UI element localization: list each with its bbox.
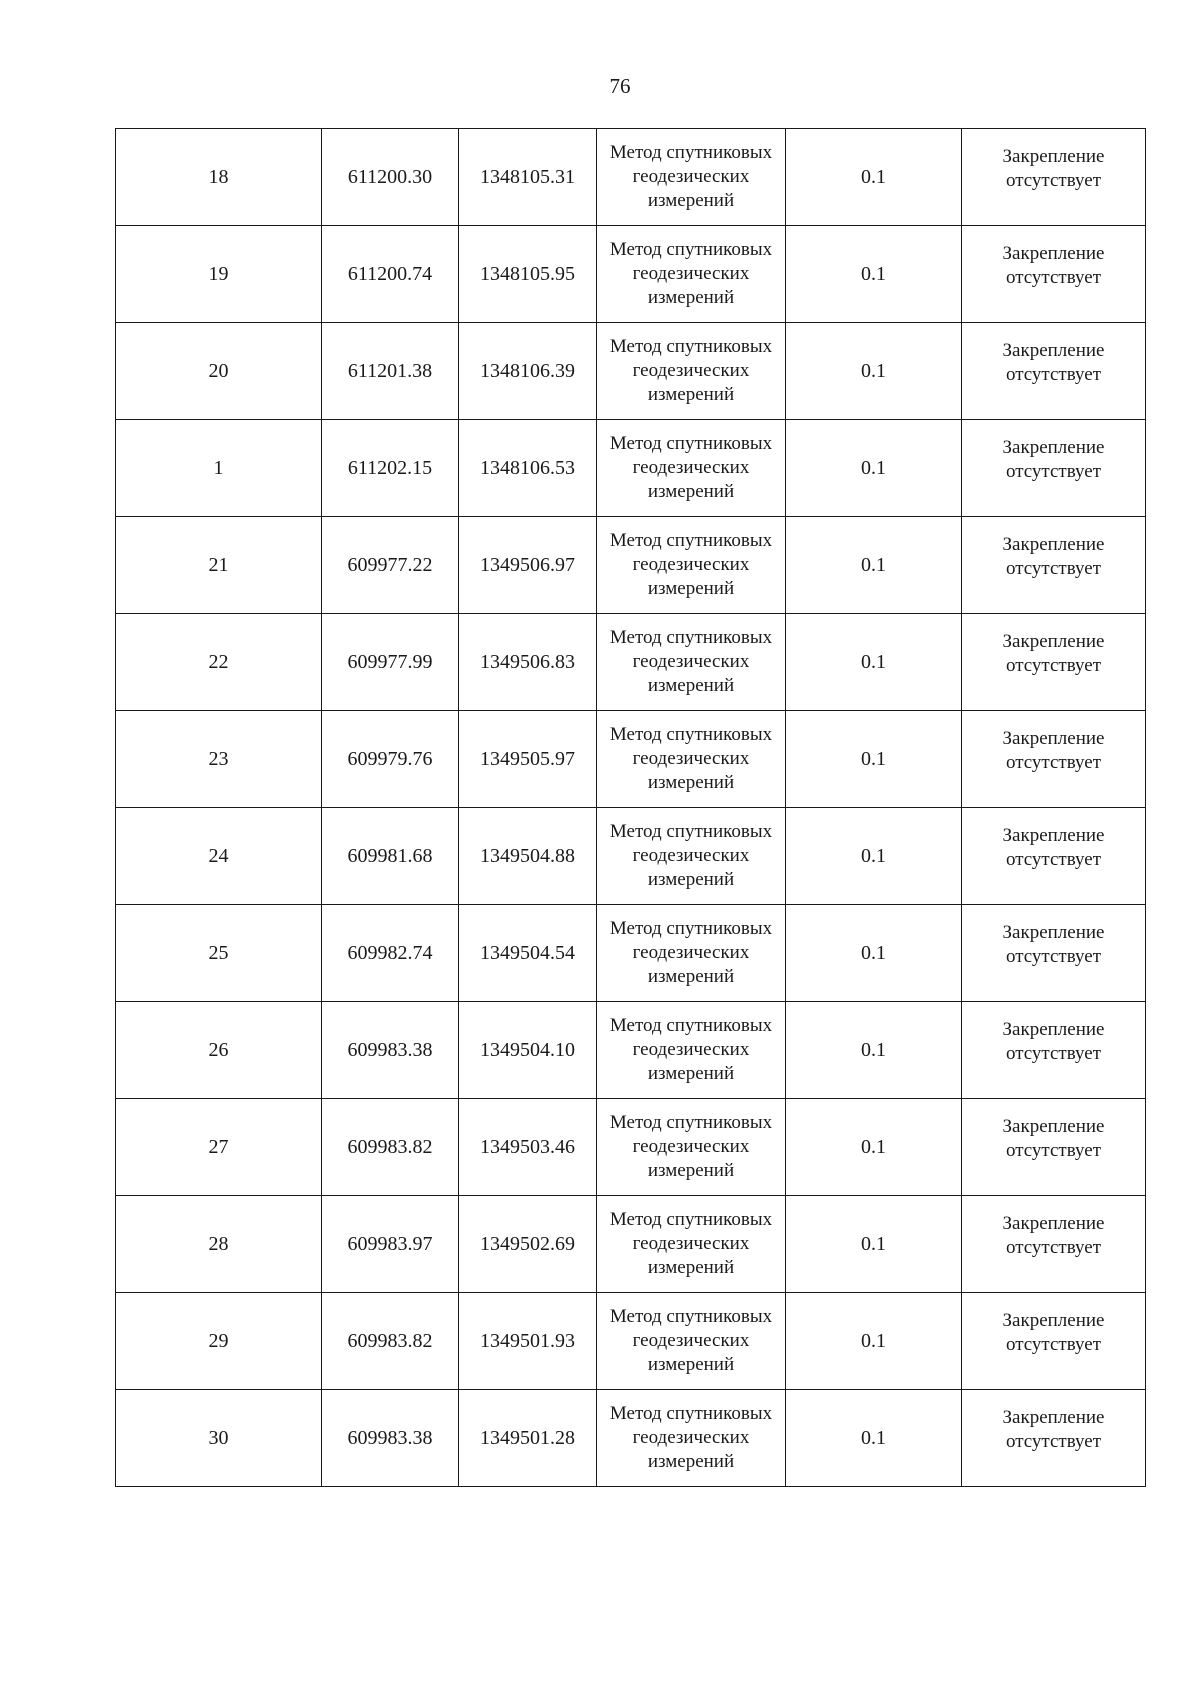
fixing-text: Закрепление отсутствует	[1002, 825, 1105, 870]
y-coordinate-cell	[459, 808, 597, 905]
accuracy-text: 0.1	[861, 1233, 886, 1255]
method-cell	[597, 1390, 786, 1487]
x-coordinate-text: 609977.22	[347, 554, 433, 576]
accuracy-cell	[786, 1099, 962, 1196]
method-cell	[597, 1099, 786, 1196]
method-cell	[597, 905, 786, 1002]
y-coordinate-cell	[459, 129, 597, 226]
y-coordinate-cell	[459, 323, 597, 420]
y-coordinate-text: 1348105.95	[480, 263, 575, 285]
point-number-cell	[116, 129, 322, 226]
point-number-text: 18	[208, 166, 229, 188]
accuracy-cell	[786, 808, 962, 905]
accuracy-text: 0.1	[861, 845, 886, 867]
y-coordinate-text: 1348106.53	[480, 457, 575, 479]
x-coordinate-cell	[322, 1002, 459, 1099]
accuracy-text: 0.1	[861, 651, 886, 673]
y-coordinate-text: 1348105.31	[480, 166, 575, 188]
x-coordinate-text: 611201.38	[347, 360, 433, 382]
method-text: Метод спутниковых геодезических измерений	[609, 1209, 773, 1278]
accuracy-cell	[786, 1293, 962, 1390]
y-coordinate-text: 1349505.97	[480, 748, 575, 770]
y-coordinate-text: 1349501.28	[480, 1427, 575, 1449]
x-coordinate-cell	[322, 1099, 459, 1196]
point-number-cell	[116, 420, 322, 517]
y-coordinate-text: 1349501.93	[480, 1330, 575, 1352]
fixing-text: Закрепление отсутствует	[1002, 1310, 1105, 1355]
x-coordinate-cell	[322, 420, 459, 517]
point-number-cell	[116, 1002, 322, 1099]
method-cell	[597, 323, 786, 420]
method-cell	[597, 129, 786, 226]
accuracy-text: 0.1	[861, 457, 886, 479]
method-text: Метод спутниковых геодезических измерений	[609, 336, 773, 405]
fixing-text: Закрепление отсутствует	[1002, 243, 1105, 288]
point-number-text: 23	[208, 748, 229, 770]
method-text: Метод спутниковых геодезических измерений	[609, 1112, 773, 1181]
method-text: Метод спутниковых геодезических измерений	[609, 433, 773, 502]
x-coordinate-text: 609983.82	[347, 1330, 433, 1352]
y-coordinate-text: 1348106.39	[480, 360, 575, 382]
table-row	[116, 1390, 1146, 1487]
table-row	[116, 1293, 1146, 1390]
method-text: Метод спутниковых геодезических измерений	[609, 627, 773, 696]
accuracy-text: 0.1	[861, 748, 886, 770]
fixing-cell	[962, 129, 1146, 226]
point-number-cell	[116, 323, 322, 420]
x-coordinate-text: 609983.38	[347, 1039, 433, 1061]
method-cell	[597, 517, 786, 614]
method-cell	[597, 711, 786, 808]
table-row	[116, 226, 1146, 323]
x-coordinate-text: 611200.30	[347, 166, 433, 188]
table-row	[116, 1099, 1146, 1196]
accuracy-text: 0.1	[861, 1427, 886, 1449]
method-cell	[597, 1293, 786, 1390]
accuracy-cell	[786, 1390, 962, 1487]
fixing-cell	[962, 323, 1146, 420]
y-coordinate-text: 1349506.97	[480, 554, 575, 576]
x-coordinate-text: 611202.15	[347, 457, 433, 479]
x-coordinate-cell	[322, 614, 459, 711]
y-coordinate-cell	[459, 905, 597, 1002]
y-coordinate-text: 1349502.69	[480, 1233, 575, 1255]
y-coordinate-cell	[459, 614, 597, 711]
accuracy-cell	[786, 226, 962, 323]
fixing-cell	[962, 1099, 1146, 1196]
method-cell	[597, 808, 786, 905]
table-row	[116, 711, 1146, 808]
y-coordinate-cell	[459, 1293, 597, 1390]
method-cell	[597, 226, 786, 323]
y-coordinate-cell	[459, 1099, 597, 1196]
accuracy-cell	[786, 420, 962, 517]
table-row	[116, 808, 1146, 905]
method-text: Метод спутниковых геодезических измерений	[609, 239, 773, 308]
method-cell	[597, 1002, 786, 1099]
fixing-cell	[962, 226, 1146, 323]
method-text: Метод спутниковых геодезических измерений	[609, 1015, 773, 1084]
method-cell	[597, 1196, 786, 1293]
fixing-cell	[962, 420, 1146, 517]
x-coordinate-cell	[322, 323, 459, 420]
fixing-text: Закрепление отсутствует	[1002, 534, 1105, 579]
point-number-text: 27	[208, 1136, 229, 1158]
accuracy-text: 0.1	[861, 1136, 886, 1158]
fixing-cell	[962, 614, 1146, 711]
accuracy-cell	[786, 905, 962, 1002]
table-row	[116, 1196, 1146, 1293]
x-coordinate-cell	[322, 905, 459, 1002]
method-text: Метод спутниковых геодезических измерений	[609, 1306, 773, 1375]
table-row	[116, 323, 1146, 420]
point-number-text: 22	[208, 651, 229, 673]
point-number-cell	[116, 226, 322, 323]
fixing-text: Закрепление отсутствует	[1002, 340, 1105, 385]
fixing-text: Закрепление отсутствует	[1002, 437, 1105, 482]
fixing-text: Закрепление отсутствует	[1002, 922, 1105, 967]
x-coordinate-text: 609981.68	[347, 845, 433, 867]
point-number-cell	[116, 905, 322, 1002]
table-row	[116, 1002, 1146, 1099]
table-row	[116, 129, 1146, 226]
point-number-cell	[116, 517, 322, 614]
y-coordinate-cell	[459, 1002, 597, 1099]
fixing-text: Закрепление отсутствует	[1002, 1116, 1105, 1161]
x-coordinate-cell	[322, 1196, 459, 1293]
method-text: Метод спутниковых геодезических измерений	[609, 530, 773, 599]
fixing-cell	[962, 1196, 1146, 1293]
fixing-text: Закрепление отсутствует	[1002, 1213, 1105, 1258]
fixing-cell	[962, 808, 1146, 905]
x-coordinate-text: 609982.74	[347, 942, 433, 964]
accuracy-text: 0.1	[861, 166, 886, 188]
method-text: Метод спутниковых геодезических измерений	[609, 1403, 773, 1472]
point-number-text: 26	[208, 1039, 229, 1061]
accuracy-cell	[786, 1002, 962, 1099]
coordinates-table-body	[116, 129, 1146, 1487]
accuracy-text: 0.1	[861, 1330, 886, 1352]
point-number-cell	[116, 614, 322, 711]
table-row	[116, 905, 1146, 1002]
y-coordinate-cell	[459, 1196, 597, 1293]
accuracy-text: 0.1	[861, 263, 886, 285]
y-coordinate-text: 1349503.46	[480, 1136, 575, 1158]
fixing-cell	[962, 905, 1146, 1002]
x-coordinate-cell	[322, 711, 459, 808]
x-coordinate-cell	[322, 808, 459, 905]
accuracy-cell	[786, 129, 962, 226]
fixing-cell	[962, 1390, 1146, 1487]
point-number-text: 24	[208, 845, 229, 867]
x-coordinate-cell	[322, 129, 459, 226]
fixing-cell	[962, 1002, 1146, 1099]
table-row	[116, 614, 1146, 711]
x-coordinate-cell	[322, 1390, 459, 1487]
method-text: Метод спутниковых геодезических измерений	[609, 724, 773, 793]
point-number-cell	[116, 1196, 322, 1293]
x-coordinate-text: 609983.97	[347, 1233, 433, 1255]
x-coordinate-cell	[322, 226, 459, 323]
x-coordinate-text: 609983.82	[347, 1136, 433, 1158]
point-number-text: 19	[208, 263, 229, 285]
y-coordinate-text: 1349504.54	[480, 942, 575, 964]
x-coordinate-text: 609977.99	[347, 651, 433, 673]
fixing-text: Закрепление отсутствует	[1002, 146, 1105, 191]
x-coordinate-cell	[322, 517, 459, 614]
fixing-text: Закрепление отсутствует	[1002, 1019, 1105, 1064]
point-number-text: 30	[208, 1427, 229, 1449]
point-number-cell	[116, 711, 322, 808]
fixing-text: Закрепление отсутствует	[1002, 1407, 1105, 1452]
point-number-cell	[116, 1293, 322, 1390]
x-coordinate-cell	[322, 1293, 459, 1390]
accuracy-cell	[786, 711, 962, 808]
point-number-cell	[116, 1099, 322, 1196]
y-coordinate-cell	[459, 226, 597, 323]
coordinates-table	[115, 128, 1146, 1487]
accuracy-cell	[786, 323, 962, 420]
y-coordinate-cell	[459, 1390, 597, 1487]
page-number: 76	[609, 74, 631, 98]
fixing-cell	[962, 517, 1146, 614]
fixing-cell	[962, 1293, 1146, 1390]
y-coordinate-cell	[459, 711, 597, 808]
accuracy-text: 0.1	[861, 554, 886, 576]
point-number-text: 20	[208, 360, 229, 382]
accuracy-cell	[786, 1196, 962, 1293]
method-text: Метод спутниковых геодезических измерений	[609, 918, 773, 987]
y-coordinate-cell	[459, 420, 597, 517]
point-number-text: 21	[208, 554, 229, 576]
y-coordinate-text: 1349504.88	[480, 845, 575, 867]
y-coordinate-cell	[459, 517, 597, 614]
fixing-cell	[962, 711, 1146, 808]
accuracy-text: 0.1	[861, 1039, 886, 1061]
y-coordinate-text: 1349504.10	[480, 1039, 575, 1061]
point-number-text: 29	[208, 1330, 229, 1352]
fixing-text: Закрепление отсутствует	[1002, 631, 1105, 676]
method-cell	[597, 420, 786, 517]
accuracy-text: 0.1	[861, 942, 886, 964]
y-coordinate-text: 1349506.83	[480, 651, 575, 673]
fixing-text: Закрепление отсутствует	[1002, 728, 1105, 773]
accuracy-cell	[786, 517, 962, 614]
point-number-text: 28	[208, 1233, 229, 1255]
x-coordinate-text: 611200.74	[347, 263, 433, 285]
x-coordinate-text: 609983.38	[347, 1427, 433, 1449]
method-text: Метод спутниковых геодезических измерений	[609, 821, 773, 890]
point-number-text: 1	[213, 457, 224, 479]
method-text: Метод спутниковых геодезических измерений	[609, 142, 773, 211]
table-row	[116, 517, 1146, 614]
x-coordinate-text: 609979.76	[347, 748, 433, 770]
accuracy-cell	[786, 614, 962, 711]
point-number-text: 25	[208, 942, 229, 964]
method-cell	[597, 614, 786, 711]
table-row	[116, 420, 1146, 517]
point-number-cell	[116, 808, 322, 905]
accuracy-text: 0.1	[861, 360, 886, 382]
point-number-cell	[116, 1390, 322, 1487]
